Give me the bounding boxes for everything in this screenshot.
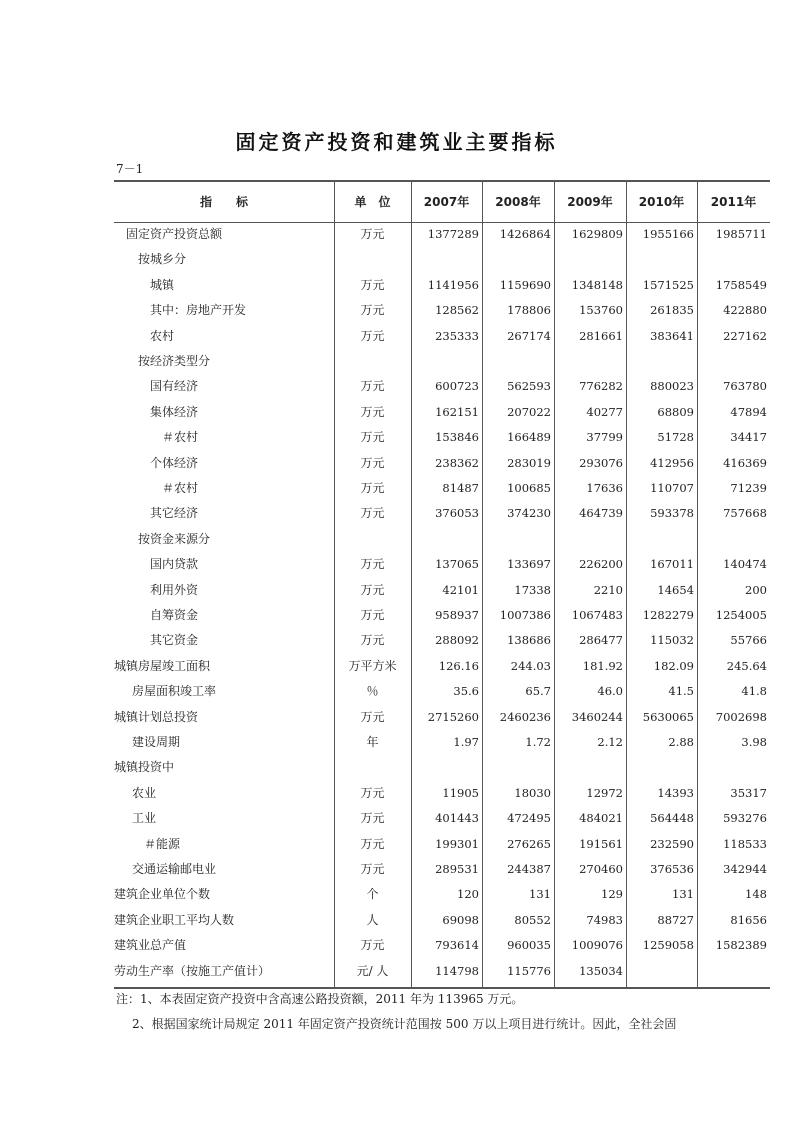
cell-value: 18030 [514,785,551,800]
row-label: 自筹资金 [150,608,199,622]
row-label: 农业 [132,785,157,800]
header-2009: 2009年 [567,195,613,209]
header-2007: 2007年 [423,195,470,209]
cell-value: 227162 [723,328,767,343]
cell-value: 129 [601,887,623,902]
cell-value: 472495 [507,811,551,826]
cell-value: 7002698 [715,709,767,724]
cell-value: 1141956 [427,277,479,292]
cell-value: 41.8 [741,684,767,699]
cell-value: 114798 [435,963,479,978]
cell-value: 270460 [579,862,623,876]
row-label: 国有经济 [150,379,199,394]
cell-value: 153846 [435,430,479,445]
row-label: 其中：房地产开发 [150,303,247,318]
row-unit: 万元 [360,608,385,622]
cell-value: 46.0 [597,684,623,699]
row-unit: 元/ 人 [356,963,389,978]
table-row [114,705,770,730]
cell-value: 1348148 [571,277,623,292]
table-row [114,400,770,425]
cell-value: 958937 [435,608,479,622]
cell-value: 238362 [435,455,479,470]
table-row [114,959,770,984]
cell-value: 207022 [507,404,551,419]
row-label: 工业 [132,811,157,826]
row-label: 利用外资 [150,582,199,597]
cell-value: 47894 [730,404,767,419]
row-unit: 万元 [360,938,385,953]
row-label: 个体经济 [150,455,199,470]
row-label: 城镇投资中 [114,760,175,775]
row-unit: 万元 [360,277,385,292]
table-row [114,451,770,476]
table-row [114,654,770,679]
table-row [114,476,770,501]
cell-value: 191561 [579,836,623,851]
cell-value: 422880 [723,303,767,318]
table-row [114,273,770,298]
cell-value: 1571525 [642,277,694,292]
cell-value: 960035 [507,938,551,953]
table-row [114,933,770,958]
table-row [114,730,770,755]
table-row [114,501,770,526]
row-label: 建设周期 [132,735,181,749]
cell-value: 65.7 [525,684,551,699]
cell-value: 412956 [650,455,694,470]
row-unit: 万元 [360,328,385,343]
row-unit: 万元 [360,455,385,470]
row-label: 建筑业总产值 [114,938,187,953]
row-label: 按资金来源分 [138,531,211,546]
cell-value: 128562 [435,303,479,318]
row-label: 其它资金 [150,633,199,648]
row-label: 建筑企业单位个数 [114,887,211,902]
cell-value: 593276 [723,811,767,826]
cell-value: 41.5 [668,684,694,699]
row-label: 国内贷款 [150,557,199,572]
row-unit: 万元 [360,633,385,648]
footnote-2: 2、根据国家统计局规定 2011 年固定资产投资统计范围按 500 万以上项目进行统计。因此，全社会固 [132,1017,677,1031]
row-label: 城镇 [150,277,175,292]
cell-value: 600723 [435,379,479,394]
cell-value: 69098 [442,912,479,927]
cell-value: 115032 [650,633,694,648]
cell-value: 81487 [442,481,479,495]
cell-value: 288092 [435,633,479,648]
table-row [114,908,770,933]
table-row [114,806,770,831]
cell-value: 17338 [514,582,551,597]
row-label: 劳动生产率（按施工产值计） [114,963,271,978]
cell-value: 35.6 [453,684,479,699]
row-unit: 万元 [360,582,385,597]
row-label: 其它经济 [150,506,199,521]
header-unit: 单 位 [354,195,391,209]
cell-value: 261835 [650,303,694,318]
cell-value: 35317 [730,785,767,800]
cell-value: 1985711 [715,227,767,241]
row-unit: 万元 [360,404,385,419]
row-unit: 万元 [360,557,385,572]
cell-value: 1254005 [715,608,767,622]
row-unit: 万元 [360,862,385,876]
cell-value: 342944 [723,862,767,876]
cell-value: 793614 [435,938,479,953]
cell-value: 178806 [507,303,551,318]
row-label: 按城乡分 [138,252,187,267]
row-unit: 万元 [360,227,385,241]
table-row [114,298,770,323]
cell-value: 289531 [435,862,479,876]
cell-value: 120 [457,887,479,902]
cell-value: 148 [745,887,767,902]
cell-value: 115776 [507,963,551,978]
header-2010: 2010年 [638,195,685,209]
cell-value: 162151 [435,404,479,419]
table-row [114,527,770,552]
cell-value: 244387 [507,862,551,876]
header-2008: 2008年 [495,195,541,209]
table-row [114,857,770,882]
table-row [114,374,770,399]
cell-value: 34417 [730,430,767,445]
row-unit: 万平方米 [348,658,397,673]
cell-value: 2210 [593,582,623,597]
table-row [114,349,770,374]
cell-value: 484021 [579,811,623,826]
row-unit: 个 [366,887,379,902]
table-row [114,552,770,577]
cell-value: 763780 [723,379,767,394]
cell-value: 235333 [435,328,479,343]
table-row [114,222,770,247]
cell-value: 1582389 [715,938,767,953]
cell-value: 376053 [435,506,479,521]
cell-value: 562593 [507,379,551,394]
page-title: 固定资产投资和建筑业主要指标 [235,130,558,154]
cell-value: 55766 [730,633,767,648]
cell-value: 37799 [586,430,623,445]
cell-value: 167011 [650,557,694,572]
cell-value: 226200 [579,557,623,572]
row-unit: 万元 [360,303,385,318]
cell-value: 1629809 [571,227,623,241]
cell-value: 593378 [650,506,694,521]
row-unit: 万元 [360,836,385,851]
table-row [114,425,770,450]
table-row [114,679,770,704]
cell-value: 71239 [730,481,767,495]
cell-value: 281661 [579,328,623,343]
row-unit: 万元 [360,481,385,495]
cell-value: 100685 [507,481,551,495]
cell-value: 12972 [586,785,623,800]
cell-value: 267174 [507,328,551,343]
cell-value: 283019 [507,455,551,470]
cell-value: 1377289 [427,227,479,241]
cell-value: 1007386 [499,608,551,622]
cell-value: 244.03 [510,658,551,673]
cell-value: 80552 [514,912,551,927]
row-unit: 万元 [360,811,385,826]
row-unit: 万元 [360,506,385,521]
row-label: 房屋面积竣工率 [132,684,217,699]
row-unit: 年 [366,735,379,749]
row-label: ＃能源 [144,836,181,851]
cell-value: 166489 [507,430,551,445]
table-row [114,781,770,806]
cell-value: 232590 [650,836,694,851]
header-indicator: 指 标 [199,195,248,209]
cell-value: 374230 [507,506,551,521]
row-label: 固定资产投资总额 [126,227,223,241]
cell-value: 416369 [723,455,767,470]
cell-value: 126.16 [438,658,479,673]
row-label: 按经济类型分 [138,354,211,368]
row-label: ＃农村 [162,481,199,495]
cell-value: 464739 [579,506,623,521]
row-label: 建筑企业职工平均人数 [114,912,235,927]
cell-value: 17636 [586,481,623,495]
cell-value: 68809 [657,404,694,419]
cell-value: 383641 [650,328,694,343]
cell-value: 757668 [723,506,767,521]
row-label: 农村 [150,328,175,343]
cell-value: 293076 [579,455,623,470]
table-row [114,628,770,653]
cell-value: 286477 [579,633,623,648]
cell-value: 245.64 [726,658,767,673]
cell-value: 51728 [657,430,694,445]
row-label: ＃农村 [162,430,199,445]
cell-value: 153760 [579,303,623,318]
table-row [114,578,770,603]
cell-value: 182.09 [653,658,694,673]
row-unit: ％ [366,684,379,699]
row-unit: 万元 [360,430,385,445]
row-label: 城镇房屋竣工面积 [114,658,211,673]
footnote-1: 注：1、本表固定资产投资中含高速公路投资额，2011 年为 113965 万元。 [116,992,524,1006]
cell-value: 564448 [650,811,694,826]
cell-value: 1758549 [715,277,767,292]
row-label: 城镇计划总投资 [114,709,199,724]
cell-value: 1259058 [642,938,694,953]
cell-value: 110707 [650,481,694,495]
cell-value: 276265 [507,836,551,851]
cell-value: 131 [529,887,551,902]
cell-value: 401443 [435,811,479,826]
cell-value: 131 [672,887,694,902]
cell-value: 200 [745,582,767,597]
row-unit: 万元 [360,785,385,800]
table-row [114,324,770,349]
table-row [114,603,770,628]
cell-value: 42101 [442,582,479,597]
cell-value: 376536 [650,862,694,876]
table-row [114,247,770,272]
cell-value: 137065 [435,557,479,572]
cell-value: 3.98 [741,735,767,749]
cell-value: 2715260 [427,709,479,724]
table-number: 7－1 [116,162,144,176]
cell-value: 140474 [723,557,767,572]
cell-value: 118533 [723,836,767,851]
cell-value: 14393 [657,785,694,800]
row-unit: 万元 [360,709,385,724]
cell-value: 181.92 [582,658,623,673]
cell-value: 74983 [586,912,623,927]
cell-value: 81656 [730,912,767,927]
cell-value: 1955166 [642,227,694,241]
cell-value: 2.12 [597,735,623,749]
indicator-table [114,180,770,989]
cell-value: 138686 [507,633,551,648]
cell-value: 1282279 [642,608,694,622]
cell-value: 880023 [650,379,694,394]
cell-value: 135034 [579,963,623,978]
row-label: 集体经济 [150,404,199,419]
cell-value: 88727 [657,912,694,927]
cell-value: 776282 [579,379,623,394]
row-label: 交通运输邮电业 [132,862,217,876]
cell-value: 5630065 [642,709,694,724]
table-row [114,882,770,907]
cell-value: 1067483 [571,608,623,622]
table-row [114,755,770,780]
cell-value: 1159690 [499,277,551,292]
cell-value: 1009076 [571,938,623,953]
cell-value: 133697 [507,557,551,572]
cell-value: 40277 [586,404,623,419]
cell-value: 1.72 [525,735,551,749]
table-row [114,832,770,857]
cell-value: 3460244 [571,709,623,724]
row-unit: 万元 [360,379,385,394]
cell-value: 1.97 [453,735,479,749]
cell-value: 2460236 [499,709,551,724]
row-unit: 人 [366,912,379,927]
cell-value: 11905 [442,785,479,800]
cell-value: 2.88 [668,735,694,749]
cell-value: 1426864 [499,227,551,241]
header-2011: 2011年 [710,195,757,209]
cell-value: 199301 [435,836,479,851]
cell-value: 14654 [657,582,694,597]
